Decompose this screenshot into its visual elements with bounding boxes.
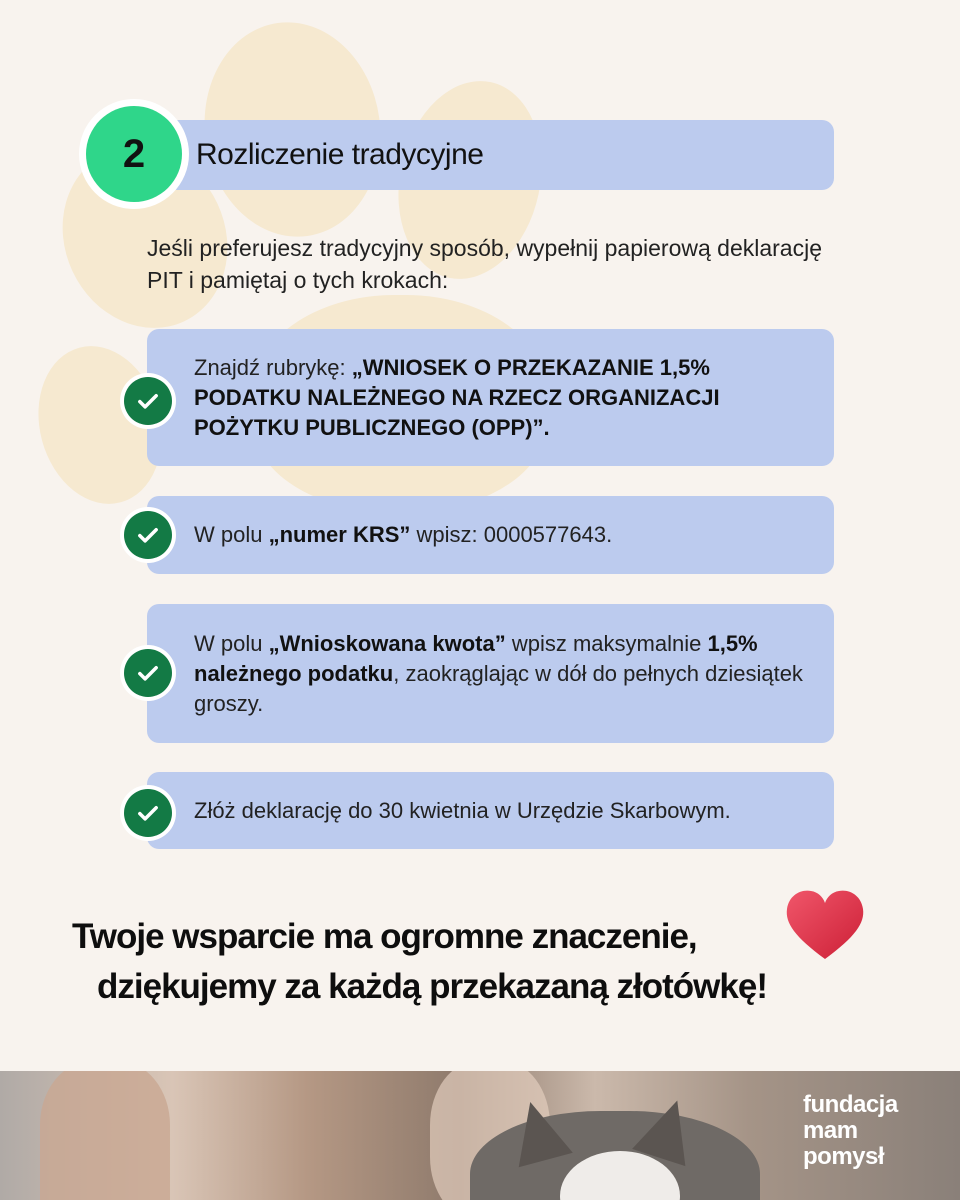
step-card-submit-deadline — [147, 772, 834, 849]
check-icon — [124, 377, 172, 425]
check-icon — [124, 511, 172, 559]
heart-icon — [785, 889, 865, 961]
step-card-text-bold: „Wnioskowana kwota” — [268, 630, 506, 656]
logo-line: mam — [803, 1117, 858, 1144]
step-number-badge: 2 — [86, 106, 182, 202]
step-card-text-bold: „numer KRS” — [268, 522, 411, 547]
step-card-text — [194, 353, 814, 443]
step-card-text-prefix: W polu — [194, 630, 269, 656]
step-card-text-bold: „WNIOSEK O PRZEKAZANIE 1,5% PODATKU NALEŻNEGO NA RZECZ ORGANIZACJI POŻYTKU PUBLICZNEGO (OPP)”. — [194, 354, 720, 440]
step-card-text: Złóż deklarację do 30 kwietnia w Urzędzie Skarbowym. — [194, 797, 731, 823]
check-icon — [124, 649, 172, 697]
thank-you-line-1: Twoje wsparcie ma ogromne znaczenie, — [72, 917, 697, 956]
step-card-text-prefix: W polu — [194, 522, 269, 547]
step-card-text-suffix: wpisz: 0000577643. — [410, 522, 613, 547]
step-card-text-prefix: Znajdź rubrykę: — [194, 354, 352, 380]
step-card-requested-amount — [147, 604, 834, 743]
step-card-text-bold: 1,5% należnego podatku — [194, 630, 758, 686]
step-card-krs-number — [147, 496, 834, 574]
check-icon — [124, 789, 172, 837]
intro-text: Jeśli preferujesz tradycyjny sposób, wypełnij papierową deklarację PIT i pamiętaj o tych krokach: — [147, 235, 822, 293]
foundation-logo — [803, 1092, 898, 1170]
step-card-text-mid: wpisz maksymalnie — [505, 630, 708, 656]
logo-line: pomysł — [803, 1143, 885, 1170]
logo-line: fundacja — [803, 1091, 898, 1118]
thank-you-line-2: dziękujemy za każdą przekazaną złotówkę! — [97, 967, 767, 1006]
section-title-bar — [176, 120, 834, 190]
step-card-text-suffix: , zaokrąglając w dół do pełnych dziesiątek groszy. — [194, 660, 803, 716]
step-card-text — [194, 520, 612, 550]
step-card-text — [194, 629, 814, 719]
step-card-find-section — [147, 329, 834, 466]
section-title: Rozliczenie tradycyjne — [196, 138, 484, 171]
